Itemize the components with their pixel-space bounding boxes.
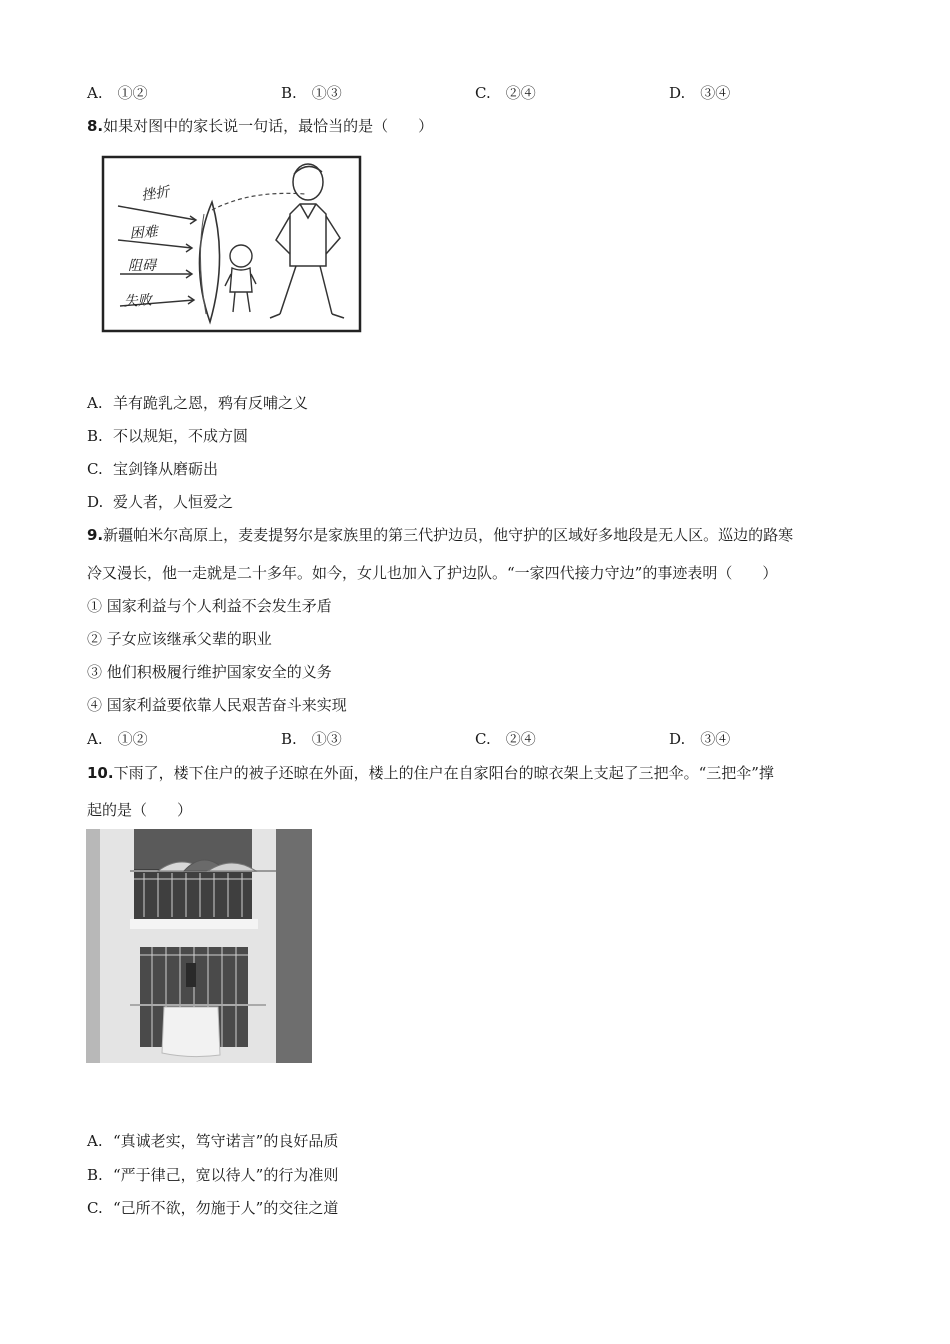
choice-text: 宝剑锋从磨砺出 <box>113 460 219 478</box>
q10-stem-text-1: 下雨了，楼下住户的被子还晾在外面，楼上的住户在自家阳台的晾衣架上支起了三把伞。“三把伞”撑 <box>113 764 774 782</box>
q9-statement-3: ③ 他们积极履行维护国家安全的义务 <box>87 663 332 681</box>
q9-option-d[interactable]: D. ③④ <box>669 730 731 748</box>
q9-stem-line2: 冷又漫长，他一走就是二十多年。如今，女儿也加入了护边队。“一家四代接力守边”的事迹表明（ ） <box>87 564 778 582</box>
q10-stem-line2: 起的是（ ） <box>87 801 193 819</box>
q8-choice-d[interactable] <box>87 491 233 512</box>
choice-text: 羊有跪乳之恩，鸦有反哺之义 <box>113 394 309 412</box>
cartoon-label-obstacle: 阻碍 <box>128 258 156 274</box>
choice-text: “真诚老实，笃守诺言”的良好品质 <box>113 1132 339 1150</box>
q10-photo <box>86 829 312 1063</box>
q7-options <box>87 82 867 104</box>
choice-text: 不以规矩，不成方圆 <box>113 427 249 445</box>
choice-letter: C. <box>87 1199 103 1217</box>
choice-letter: D. <box>87 493 104 511</box>
q7-option-a[interactable]: A. ①② <box>87 84 148 102</box>
cartoon-label-difficulty: 困难 <box>129 224 159 242</box>
q8-choice-c[interactable] <box>87 458 218 479</box>
q9-statement-4: ④ 国家利益要依靠人民艰苦奋斗来实现 <box>87 696 347 714</box>
q10-choice-a[interactable] <box>87 1130 338 1151</box>
choice-letter: C. <box>87 460 103 478</box>
choice-letter: A. <box>87 394 103 412</box>
choice-text: 爱人者，人恒爱之 <box>113 493 234 511</box>
cartoon-label-failure: 失败 <box>123 292 153 310</box>
q9-option-c[interactable]: C. ②④ <box>475 730 536 748</box>
q8-choice-a[interactable] <box>87 392 308 413</box>
lower-balcony <box>130 947 266 1057</box>
choice-letter: B. <box>87 427 103 445</box>
q10-choice-c[interactable] <box>87 1197 338 1218</box>
q10-choice-b[interactable] <box>87 1164 338 1185</box>
q10-number: 10. <box>87 764 114 782</box>
q7-option-c[interactable]: C. ②④ <box>475 84 536 102</box>
q8-number: 8. <box>87 117 104 135</box>
choice-letter: B. <box>87 1166 103 1184</box>
q9-number: 9. <box>87 526 104 544</box>
q7-option-d[interactable]: D. ③④ <box>669 84 731 102</box>
q9-option-b[interactable]: B. ①③ <box>281 730 342 748</box>
q9-option-a[interactable]: A. ①② <box>87 730 148 748</box>
q8-stem-text: 如果对图中的家长说一句话，最恰当的是（ ） <box>103 117 434 135</box>
quilt-icon <box>162 1007 220 1057</box>
q9-stem-line1 <box>87 524 793 545</box>
q9-stem-text-1: 新疆帕米尔高原上，麦麦提努尔是家族里的第三代护边员，他守护的区域好多地段是无人区。巡边的路寒 <box>103 526 794 544</box>
q10-stem-line1 <box>87 762 774 783</box>
choice-text: “严于律己，宽以待人”的行为准则 <box>113 1166 339 1184</box>
cartoon-label-setback: 挫折 <box>140 184 171 204</box>
q9-statement-2: ② 子女应该继承父辈的职业 <box>87 630 272 648</box>
q9-options <box>87 728 867 750</box>
q7-option-b[interactable]: B. ①③ <box>281 84 342 102</box>
choice-text: “己所不欲，勿施于人”的交往之道 <box>113 1199 339 1217</box>
q8-stem <box>87 115 433 136</box>
q8-cartoon <box>100 154 364 334</box>
q8-choice-b[interactable] <box>87 425 248 446</box>
q9-statement-1: ① 国家利益与个人利益不会发生矛盾 <box>87 597 332 615</box>
choice-letter: A. <box>87 1132 103 1150</box>
